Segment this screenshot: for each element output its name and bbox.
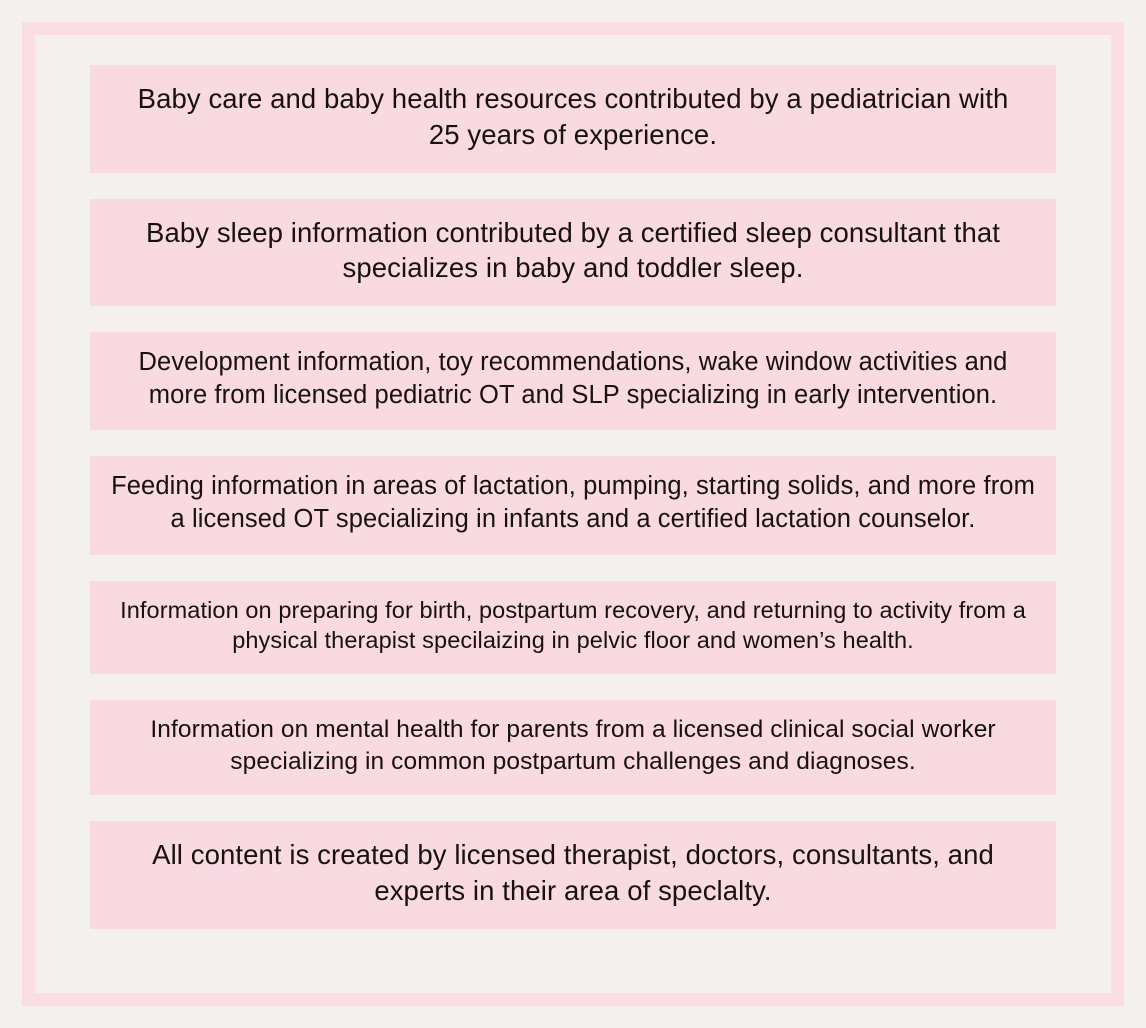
credential-card-text: Information on mental health for parents from a licensed clinical social worker specializing in common postpartum challenges and diagnoses. [150, 715, 996, 775]
credential-card-birth-postpartum-pt [90, 581, 1056, 674]
credential-card-all-content-licensed [90, 821, 1056, 929]
bordered-frame [22, 22, 1124, 1006]
credential-card-list [90, 65, 1056, 929]
credential-card-text: Development information, toy recommendations, wake window activities and more from licensed pediatric OT and SLP specializing in early intervention. [138, 348, 1008, 410]
credential-card-text: Baby care and baby health resources contributed by a pediatrician with 25 years of experience. [137, 83, 1009, 150]
credential-card-text: Information on preparing for birth, postpartum recovery, and returning to activity from a physical therapist specilaizing in pelvic floor and women’s health. [120, 596, 1026, 654]
credential-card-text: Baby sleep information contributed by a certified sleep consultant that specializes in baby and toddler sleep. [146, 216, 1000, 284]
credential-card-mental-health-lcsw [90, 700, 1056, 796]
credential-card-development-ot-slp [90, 332, 1056, 430]
credential-card-sleep-consultant [90, 199, 1056, 307]
credential-card-text: Feeding information in areas of lactation, pumping, starting solids, and more from a licensed OT specializing in infants and a certified lactation counselor. [111, 472, 1035, 534]
credential-card-pediatrician-resources [90, 65, 1056, 173]
credential-card-text: All content is created by licensed therapist, doctors, consultants, and experts in their area of speclalty. [152, 839, 994, 907]
credential-card-feeding-lactation [90, 456, 1056, 554]
